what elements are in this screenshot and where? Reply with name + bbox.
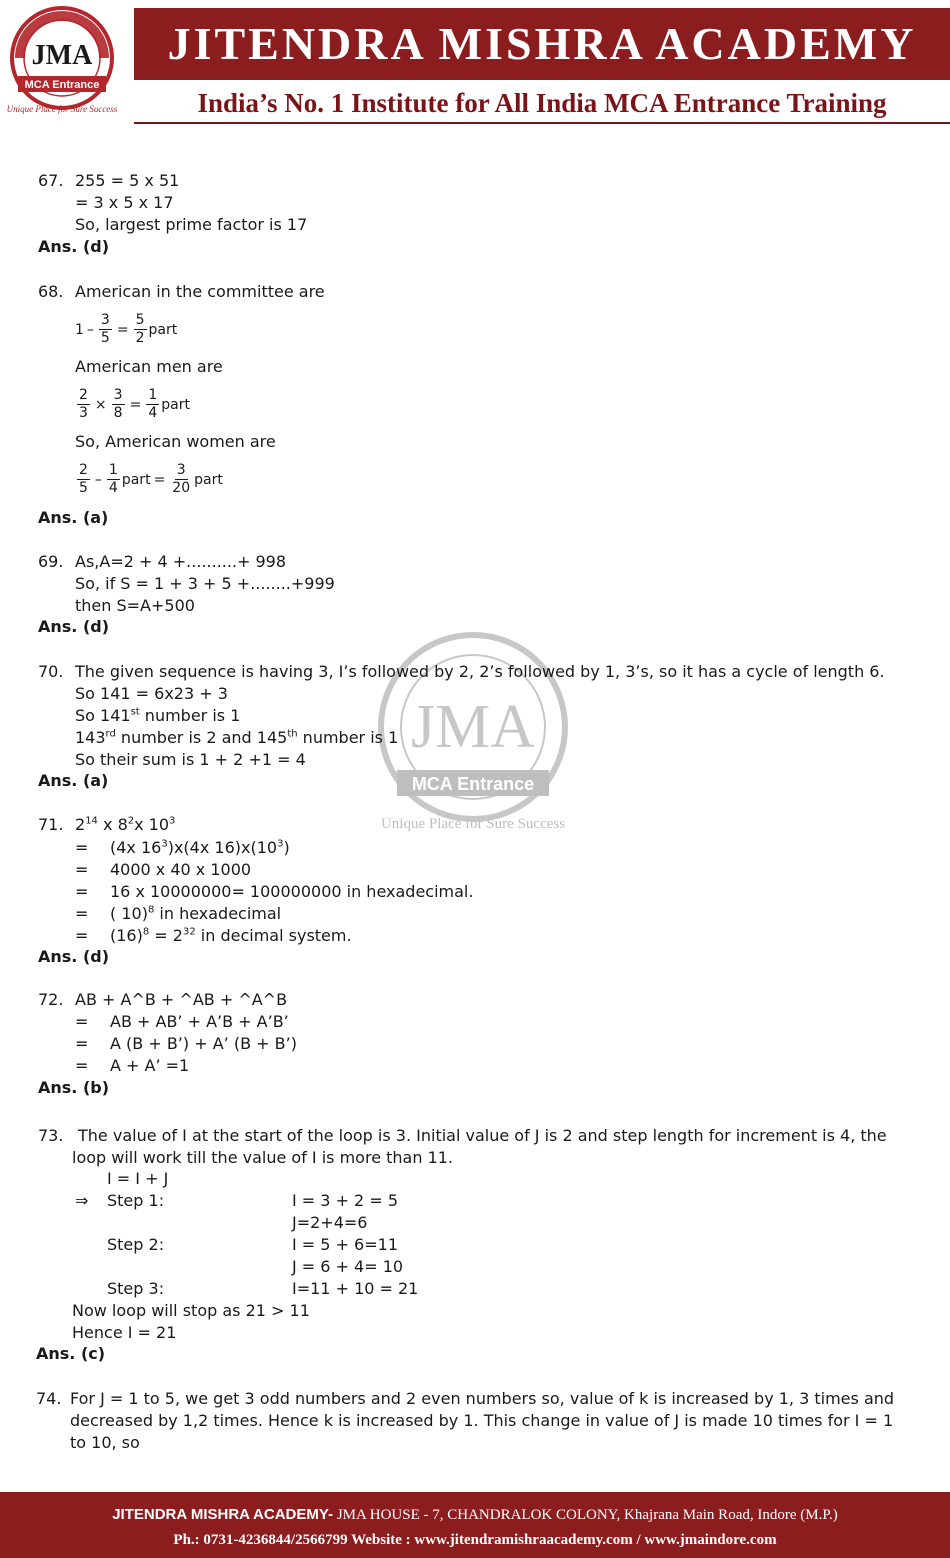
q70-number: 70. bbox=[38, 662, 64, 681]
implies-arrow: ⇒ bbox=[75, 1191, 89, 1210]
q72-line4: A + A’ =1 bbox=[110, 1056, 190, 1075]
q73-line3: I = I + J bbox=[107, 1169, 169, 1188]
logo-motto: Unique Place for Sure Success bbox=[6, 104, 118, 114]
q73-step1-j: J=2+4=6 bbox=[292, 1213, 368, 1232]
q73-line4: Now loop will stop as 21 > 11 bbox=[72, 1301, 310, 1320]
q71-line4: 16 x 10000000= 100000000 in hexadecimal. bbox=[110, 882, 474, 901]
q72-answer: Ans. (b) bbox=[38, 1078, 110, 1097]
q73-line2: loop will work till the value of I is more than 11. bbox=[72, 1148, 454, 1167]
q71-line3: 4000 x 40 x 1000 bbox=[110, 860, 252, 879]
watermark-band-text: MCA Entrance bbox=[411, 774, 535, 794]
q71-answer: Ans. (d) bbox=[38, 947, 110, 966]
q74-line3: to 10, so bbox=[70, 1433, 140, 1452]
q71-eq-6: = bbox=[75, 926, 89, 945]
footer-address: JITENDRA MISHRA ACADEMY- JMA HOUSE - 7, CHANDRALOK COLONY, Khajrana Main Road, Indore (M.P.) bbox=[112, 1506, 838, 1523]
q71-eq-2: = bbox=[75, 838, 89, 857]
logo-band-text: MCA Entrance bbox=[24, 79, 100, 91]
q70-line5: So their sum is 1 + 2 +1 = 4 bbox=[75, 750, 306, 769]
q72-eq-4: = bbox=[75, 1056, 89, 1075]
q71-line5: ( 10)$^8$ in hexadecimal bbox=[110, 904, 282, 923]
q68-line2: American men are bbox=[75, 357, 223, 376]
q70-answer: Ans. (a) bbox=[38, 771, 109, 790]
q70-line3: So 141st number is 1 bbox=[75, 706, 241, 725]
q72-eq-2: = bbox=[75, 1012, 89, 1031]
q71-line6: $(16)^8 = 2^{32}$ in decimal system. bbox=[110, 926, 352, 945]
academy-logo bbox=[6, 4, 118, 122]
q73-step2-i: I = 5 + 6=11 bbox=[292, 1235, 398, 1254]
q71-eq-5: = bbox=[75, 904, 89, 923]
q73-step1-i: I = 3 + 2 = 5 bbox=[292, 1191, 398, 1210]
q68-fraction-3: $\frac{2}{5}$ – $\frac{1}{4}$ part = $\frac{3}{20}$ part bbox=[79, 462, 223, 496]
watermark-motto: Unique Place for Sure Success bbox=[380, 816, 566, 832]
q73-number: 73. bbox=[38, 1126, 64, 1145]
q71-number: 71. bbox=[38, 815, 64, 834]
q73-line1: The value of I at the start of the loop is 3. Initial value of J is 2 and step length for increment is 4, the bbox=[78, 1126, 887, 1145]
q67-line2: = 3 x 5 x 17 bbox=[75, 193, 174, 212]
q73-answer: Ans. (c) bbox=[36, 1344, 106, 1363]
q74-number: 74. bbox=[36, 1389, 62, 1408]
q70-line2: So 141 = 6x23 + 3 bbox=[75, 684, 228, 703]
q68-answer: Ans. (a) bbox=[38, 508, 109, 527]
q69-line3: then S=A+500 bbox=[75, 596, 195, 615]
q69-number: 69. bbox=[38, 552, 64, 571]
q73-step3-i: I=11 + 10 = 21 bbox=[292, 1279, 419, 1298]
q70-line1: The given sequence is having 3, I’s followed by 2, 2’s followed by 1, 3’s, so it has a cycle of length 6. bbox=[75, 662, 885, 681]
q71-eq-3: = bbox=[75, 860, 89, 879]
watermark-monogram: JMA bbox=[410, 693, 536, 761]
q67-number: 67. bbox=[38, 171, 64, 190]
q67-line3: So, largest prime factor is 17 bbox=[75, 215, 308, 234]
q72-line1: AB + A^B + ^AB + ^A^B bbox=[75, 990, 288, 1009]
q74-line2: decreased by 1,2 times. Hence k is increased by 1. This change in value of J is made 10 times for I = 1 bbox=[70, 1411, 894, 1430]
q68-number: 68. bbox=[38, 282, 64, 301]
q70-line4: 143rd number is 2 and 145th number is 1 bbox=[75, 728, 399, 747]
q73-step3-label: Step 3: bbox=[107, 1279, 165, 1298]
q71-line1: $2^{14}$ x $8^2x$ $10^3$ bbox=[75, 815, 176, 834]
q73-step2-j: J = 6 + 4= 10 bbox=[292, 1257, 404, 1276]
academy-tagline: India’s No. 1 Institute for All India MCA Entrance Training bbox=[197, 88, 887, 118]
logo-monogram: JMA bbox=[31, 40, 93, 71]
q73-line5: Hence I = 21 bbox=[72, 1323, 177, 1342]
q69-line1: As,A=2 + 4 +..........+ 998 bbox=[75, 552, 287, 571]
q68-fraction-2: $\frac{2}{3}$ × $\frac{3}{8}$ = $\frac{1}{4}$ part bbox=[79, 387, 190, 421]
footer-band bbox=[0, 1492, 950, 1558]
academy-title: JITENDRA MISHRA ACADEMY bbox=[167, 18, 917, 69]
q68-fraction-1: 1 – $\frac{3}{5}$ = $\frac{5}{2}$ part bbox=[75, 312, 178, 346]
q69-line2: So, if S = 1 + 3 + 5 +........+999 bbox=[75, 574, 335, 593]
q67-answer: Ans. (d) bbox=[38, 237, 110, 256]
q72-eq-3: = bbox=[75, 1034, 89, 1053]
header-rule bbox=[134, 122, 950, 124]
q74-line1: For J = 1 to 5, we get 3 odd numbers and 2 even numbers so, value of k is increased by 1, 3 times and bbox=[70, 1389, 895, 1408]
q68-line1: American in the committee are bbox=[75, 282, 325, 301]
q71-eq-4: = bbox=[75, 882, 89, 901]
q73-step2-label: Step 2: bbox=[107, 1235, 165, 1254]
q72-line2: AB + AB’ + A’B + A’B’ bbox=[110, 1012, 289, 1031]
q72-number: 72. bbox=[38, 990, 64, 1009]
q73-step1-label: Step 1: bbox=[107, 1191, 165, 1210]
q68-line3: So, American women are bbox=[75, 432, 276, 451]
q72-line3: A (B + B’) + A’ (B + B’) bbox=[110, 1034, 297, 1053]
q67-line1: 255 = 5 x 51 bbox=[75, 171, 180, 190]
q69-answer: Ans. (d) bbox=[38, 617, 110, 636]
footer-contact: Ph.: 0731-4236844/2566799 Website : www.jitendramishraacademy.com / www.jmaindore.com bbox=[173, 1532, 777, 1548]
q71-line2: (4x $16^3)x(4x$ $16)x(10^3)$ bbox=[110, 838, 290, 857]
